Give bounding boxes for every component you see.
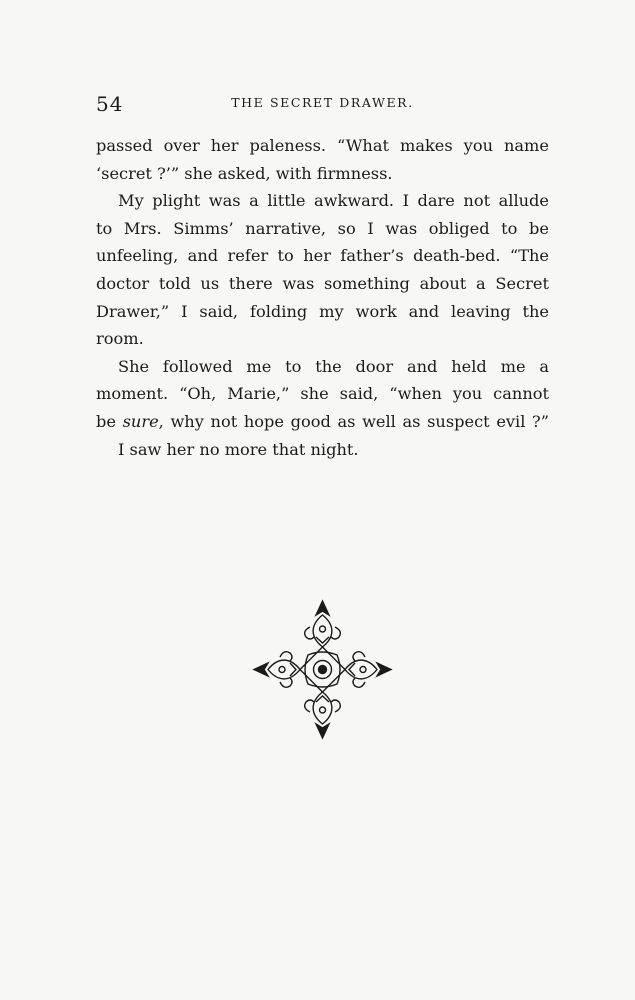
- text-line: My plight was a little awkward. I dare not allude: [118, 191, 549, 211]
- text-line: doctor told us there was something about a Secret: [96, 273, 549, 293]
- text-line: moment. “Oh, Marie,” she said, “when you cannot: [96, 384, 549, 404]
- text-line: passed over her paleness. “What makes you name: [96, 136, 549, 155]
- body-text: [96, 132, 549, 463]
- text-fragment: be: [96, 411, 123, 431]
- text-line: She followed me to the door and held me a: [118, 356, 549, 376]
- running-title: THE SECRET DRAWER.: [231, 95, 414, 110]
- text-line: Drawer,” I said, folding my work and leaving the: [96, 301, 549, 321]
- text-line: ‘secret ?’” she asked, with firmness.: [96, 163, 393, 183]
- page-number: 54: [96, 92, 124, 116]
- emphasis: sure: [122, 411, 159, 431]
- text-line: room.: [96, 329, 144, 349]
- text-line-mixed: [96, 408, 549, 436]
- fleuron-ornament-icon: [250, 597, 395, 742]
- text-line: to Mrs. Simms’ narrative, so I was obliged to be: [96, 218, 549, 238]
- text-line: unfeeling, and refer to her father’s death-bed. “The: [96, 246, 549, 266]
- text-line: I saw her no more that night.: [118, 439, 359, 459]
- text-fragment: , why not hope good as well as suspect evil ?”: [158, 411, 549, 431]
- running-header: [96, 92, 549, 114]
